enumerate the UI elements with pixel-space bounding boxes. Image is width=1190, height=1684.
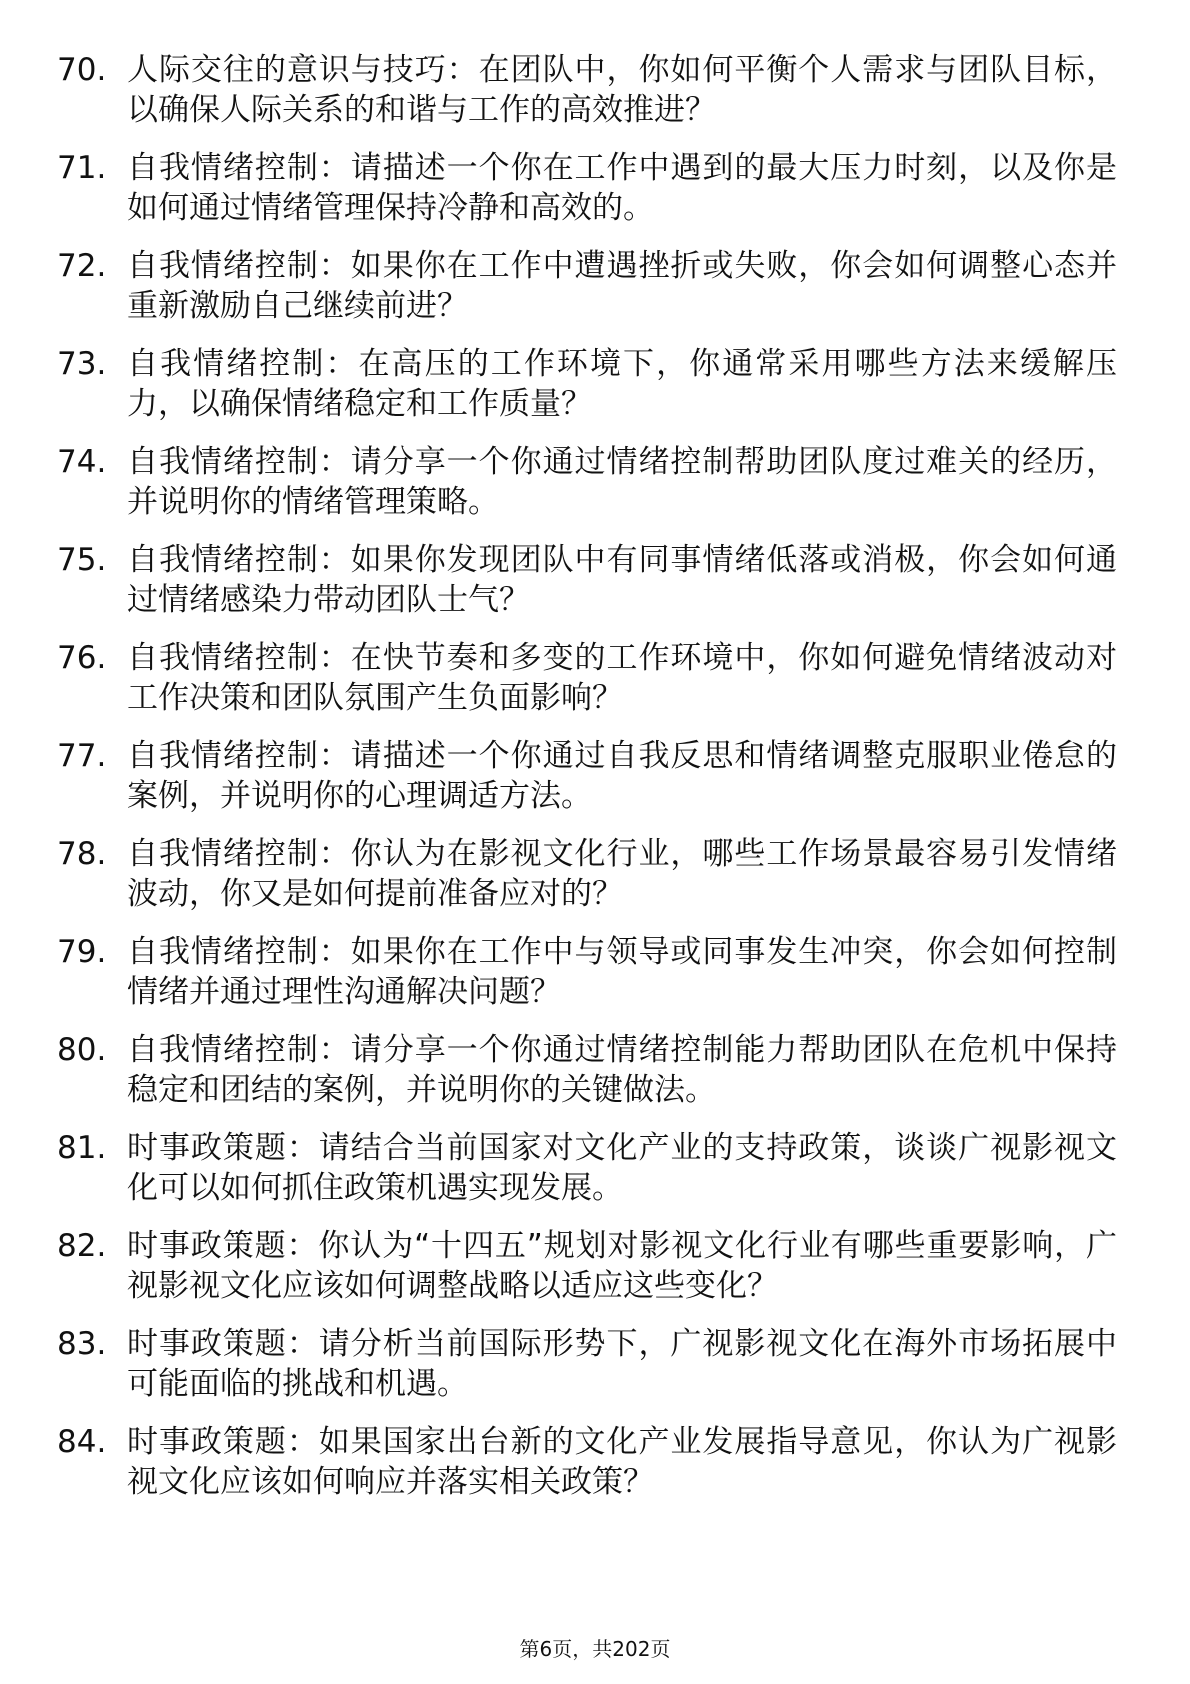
- question-number: 80.: [57, 1032, 107, 1068]
- question-text: 自我情绪控制：如果你在工作中遭遇挫折或失败，你会如何调整心态并重新激励自己继续前进？: [127, 248, 1117, 324]
- question-number: 77.: [57, 738, 107, 774]
- question-text: 自我情绪控制：请分享一个你通过情绪控制帮助团队度过难关的经历，并说明你的情绪管理策略。: [127, 444, 1117, 520]
- question-number: 81.: [57, 1130, 107, 1166]
- question-text: 时事政策题：请分析当前国际形势下，广视影视文化在海外市场拓展中可能面临的挑战和机遇。: [127, 1326, 1117, 1402]
- question-text: 自我情绪控制：如果你发现团队中有同事情绪低落或消极，你会如何通过情绪感染力带动团队士气？: [127, 542, 1117, 618]
- question-text: 自我情绪控制：请描述一个你通过自我反思和情绪调整克服职业倦怠的案例，并说明你的心理调适方法。: [127, 738, 1117, 814]
- question-text: 自我情绪控制：在快节奏和多变的工作环境中，你如何避免情绪波动对工作决策和团队氛围产生负面影响？: [127, 640, 1117, 716]
- question-item: [57, 736, 1132, 816]
- question-number: 71.: [57, 150, 107, 186]
- question-text: 时事政策题：如果国家出台新的文化产业发展指导意见，你认为广视影视文化应该如何响应并落实相关政策？: [127, 1424, 1117, 1500]
- question-item: [57, 638, 1132, 718]
- question-item: [57, 344, 1132, 424]
- question-number: 74.: [57, 444, 107, 480]
- question-item: [57, 1226, 1132, 1306]
- question-number: 70.: [57, 52, 107, 88]
- question-text: 时事政策题：你认为“十四五”规划对影视文化行业有哪些重要影响，广视影视文化应该如何调整战略以适应这些变化？: [127, 1228, 1117, 1304]
- question-number: 76.: [57, 640, 107, 676]
- question-item: [57, 246, 1132, 326]
- question-text: 自我情绪控制：在高压的工作环境下，你通常采用哪些方法来缓解压力，以确保情绪稳定和工作质量？: [127, 346, 1117, 422]
- question-list: [57, 50, 1132, 1520]
- question-item: [57, 1030, 1132, 1110]
- question-item: [57, 148, 1132, 228]
- question-number: 83.: [57, 1326, 107, 1362]
- question-item: [57, 50, 1132, 130]
- question-item: [57, 1422, 1132, 1502]
- question-number: 78.: [57, 836, 107, 872]
- question-number: 84.: [57, 1424, 107, 1460]
- question-text: 自我情绪控制：请分享一个你通过情绪控制能力帮助团队在危机中保持稳定和团结的案例，并说明你的关键做法。: [127, 1032, 1117, 1108]
- question-text: 人际交往的意识与技巧：在团队中，你如何平衡个人需求与团队目标，以确保人际关系的和谐与工作的高效推进？: [127, 52, 1117, 128]
- question-text: 自我情绪控制：请描述一个你在工作中遇到的最大压力时刻，以及你是如何通过情绪管理保持冷静和高效的。: [127, 150, 1117, 226]
- question-item: [57, 834, 1132, 914]
- question-number: 79.: [57, 934, 107, 970]
- question-number: 75.: [57, 542, 107, 578]
- question-item: [57, 1128, 1132, 1208]
- question-item: [57, 442, 1132, 522]
- question-text: 时事政策题：请结合当前国家对文化产业的支持政策，谈谈广视影视文化可以如何抓住政策机遇实现发展。: [127, 1130, 1117, 1206]
- page-footer: 第6页，共202页: [519, 1637, 671, 1661]
- question-number: 72.: [57, 248, 107, 284]
- question-item: [57, 540, 1132, 620]
- question-item: [57, 932, 1132, 1012]
- question-text: 自我情绪控制：如果你在工作中与领导或同事发生冲突，你会如何控制情绪并通过理性沟通解决问题？: [127, 934, 1117, 1010]
- question-text: 自我情绪控制：你认为在影视文化行业，哪些工作场景最容易引发情绪波动，你又是如何提前准备应对的？: [127, 836, 1117, 912]
- question-item: [57, 1324, 1132, 1404]
- question-number: 82.: [57, 1228, 107, 1264]
- question-number: 73.: [57, 346, 107, 382]
